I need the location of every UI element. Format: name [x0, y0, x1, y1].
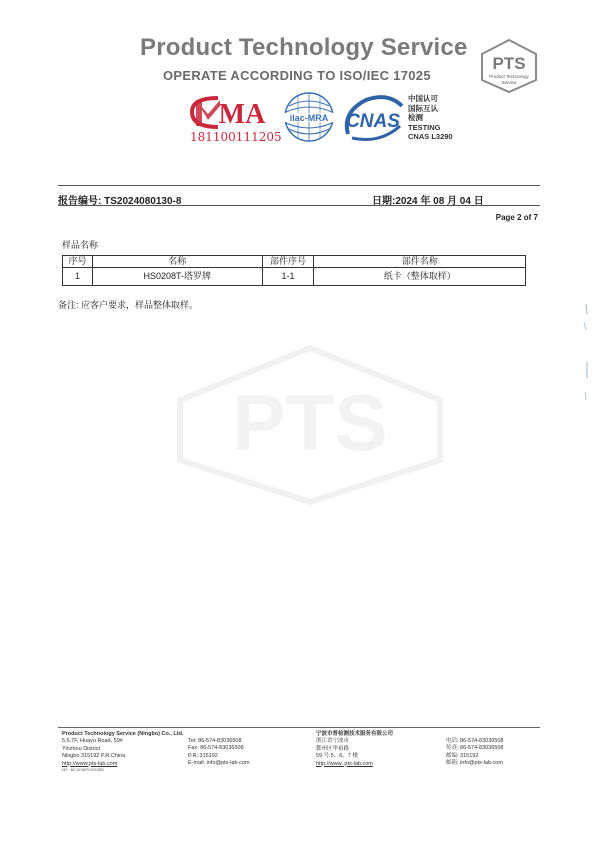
ilac-logo-text: ilac-MRA [289, 113, 329, 123]
report-divider [58, 205, 540, 206]
footer-website-link[interactable]: http://www.pts-lab.com [62, 760, 118, 767]
footer-line: 鄞州区华裕路 [316, 745, 350, 752]
footer-line: 浙江省宁波市 [316, 738, 350, 745]
lab-title: Product Technology Service [140, 34, 468, 61]
cma-number: 181100111205 [190, 130, 282, 144]
footer-line: Fax: 86-574-83036508 [188, 745, 244, 752]
footer-line: 邮编: 315192 [446, 752, 479, 759]
cnas-logo-text: CNAS [346, 111, 400, 132]
top-divider [58, 185, 540, 186]
table-cell: HS0208T-塔罗牌 [92, 268, 262, 286]
sample-table [62, 255, 526, 286]
cnas-caption [408, 94, 453, 142]
footer-divider [58, 727, 540, 728]
table-cell: 纸卡（整体取样） [314, 268, 526, 286]
footer-website-link-cn[interactable]: http://www. pts-lab.com [316, 760, 373, 767]
footer-company-cn [316, 731, 393, 768]
column-header: 序号 [63, 256, 93, 268]
footer-line: 传真: 86-574-83036508 [446, 745, 504, 752]
footer-email[interactable]: E-mail: info@pts-lab.com [188, 760, 250, 767]
column-header: 部件名称 [314, 256, 526, 268]
footer-contact-en [188, 738, 250, 768]
cnas-logo-icon [340, 94, 406, 142]
report-date: 日期:2024 年 08 月 04 日 [372, 196, 484, 207]
table-cell: 1 [63, 268, 93, 286]
footer-company-name-cn: 宁波市普检测技术服务有限公司 [316, 731, 394, 737]
pts-logo-caption-1: Product Technology [489, 74, 529, 79]
footer-contact-cn [446, 738, 503, 768]
table-cell: 1-1 [262, 268, 314, 286]
pts-watermark-icon [160, 340, 460, 510]
footer-line: Tel: 86-574-83036508 [188, 738, 242, 744]
footer-doc-number: NO：BC-SCNER-0001852 [62, 768, 104, 773]
footer-line: P.R.:315192 [188, 752, 218, 759]
scan-edge-marks [578, 300, 594, 410]
cma-logo-letters: MA [218, 99, 266, 130]
cnas-caption-line: 国际互认 [408, 103, 438, 113]
pts-logo-icon [478, 38, 540, 94]
ilac-mra-logo-icon [280, 90, 338, 144]
table-row [63, 268, 526, 286]
page-number: Page 2 of 7 [495, 213, 538, 222]
sample-remark: 备注: 应客户要求，样品整体取样。 [58, 300, 199, 310]
footer-line: 5,6,7F, Huayu Road, 59# [62, 738, 123, 745]
cnas-caption-line: 检测 [408, 113, 423, 122]
footer-line: Yinzhou District [62, 745, 101, 752]
footer-line: 电话: 86-574-83036508 [446, 738, 504, 744]
pts-logo-letters: PTS [492, 54, 526, 73]
pts-logo-caption-2: Service [501, 80, 517, 85]
cnas-caption-line: CNAS L3290 [408, 132, 453, 141]
footer-company-name: Product Technology Service (Ningbo) Co., Ltd. [62, 731, 184, 737]
watermark-letters: PTS [232, 378, 388, 467]
table-header-row [63, 256, 526, 268]
cnas-caption-line: TESTING [408, 122, 441, 132]
report-number: 报告编号: TS2024080130-8 [58, 196, 182, 207]
column-header: 名称 [92, 256, 262, 268]
cnas-caption-line: 中国认可 [408, 94, 438, 103]
footer-line: Ningbo 315192 P.R.China [62, 753, 126, 760]
lab-subtitle: OPERATE ACCORDING TO ISO/IEC 17025 [163, 68, 431, 83]
footer-line: 59 号 5、6、7 楼 [316, 753, 358, 760]
footer-email-cn[interactable]: 邮箱: info@pts-lab.com [446, 760, 503, 767]
sample-section-label: 样品名称 [62, 240, 99, 250]
column-header: 部件序号 [262, 256, 314, 268]
footer-company-en [62, 731, 184, 773]
